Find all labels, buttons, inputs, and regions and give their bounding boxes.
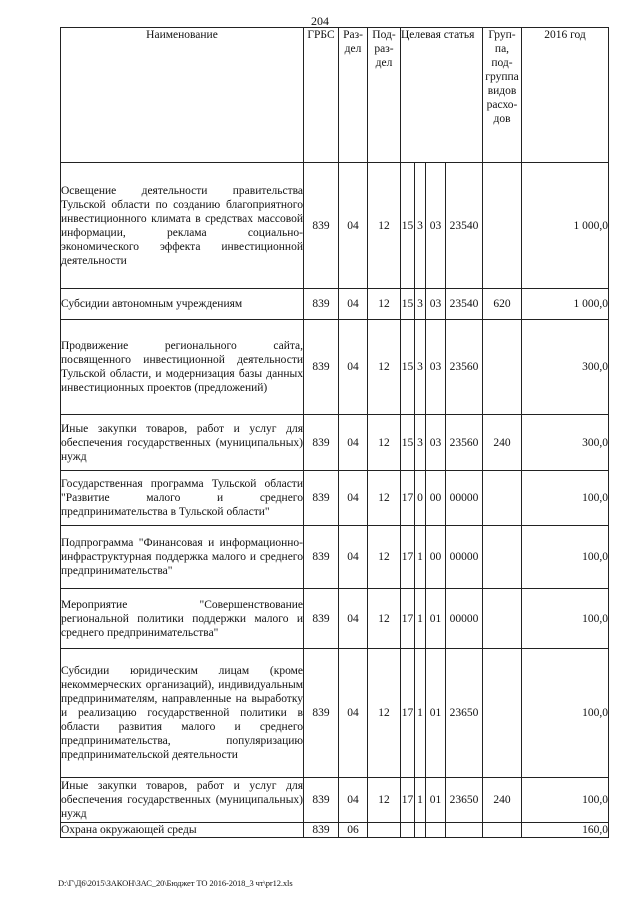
cell-name: Государственная программа Тульской области "Развитие малого и среднего предпринимательства в Тульской области" [61,471,304,526]
cell-pr: 12 [368,649,401,778]
table-row [61,289,609,320]
cell-t1: 15 [401,415,415,471]
cell-pr [368,823,401,838]
header-row [61,28,609,163]
cell-vr [483,589,522,649]
cell-amount: 1 000,0 [522,163,609,289]
cell-t1: 17 [401,649,415,778]
cell-vr [483,526,522,589]
cell-t3: 00 [426,526,446,589]
cell-t3: 03 [426,289,446,320]
cell-name: Иные закупки товаров, работ и услуг для обеспечения государственных (муниципальных) нужд [61,778,304,823]
cell-t3 [426,823,446,838]
cell-name: Продвижение регионального сайта, посвященного инвестиционной деятельности Тульской области, и модернизация базы данных инвестиционных проектов (предложений) [61,320,304,415]
cell-t2: 1 [415,778,426,823]
cell-vr [483,649,522,778]
table-row [61,163,609,289]
cell-grbs: 839 [304,778,339,823]
cell-grbs: 839 [304,823,339,838]
cell-t1: 17 [401,471,415,526]
cell-t3: 01 [426,649,446,778]
cell-t4: 23560 [446,415,483,471]
cell-t2: 1 [415,649,426,778]
cell-vr: 620 [483,289,522,320]
cell-t2: 3 [415,163,426,289]
cell-name: Подпрограмма "Финансовая и информационно-инфраструктурная поддержка малого и среднего предпринимательства" [61,526,304,589]
cell-amount: 1 000,0 [522,289,609,320]
table-row [61,823,609,838]
cell-t1 [401,823,415,838]
cell-t2 [415,823,426,838]
cell-t2: 3 [415,415,426,471]
cell-grbs: 839 [304,649,339,778]
table-row [61,589,609,649]
cell-t2: 1 [415,589,426,649]
cell-grbs: 839 [304,526,339,589]
header-target-article: Целевая статья [401,28,483,163]
cell-t2: 1 [415,526,426,589]
cell-name: Охрана окружающей среды [61,823,304,838]
cell-t3: 01 [426,778,446,823]
file-path-footer: D:\Г\Д6\2015\ЗАКОН\ЗАС_20\Бюджет ТО 2016-2018_3 чт\pr12.xls [58,878,293,888]
cell-vr [483,823,522,838]
cell-amount: 300,0 [522,320,609,415]
cell-pr: 12 [368,163,401,289]
cell-t3: 00 [426,471,446,526]
cell-rz: 04 [339,163,368,289]
table-row [61,415,609,471]
header-expense-group: Груп-па, под-группа видов расхо-дов [483,28,522,163]
cell-t3: 03 [426,415,446,471]
table-row [61,526,609,589]
cell-t4: 23540 [446,163,483,289]
cell-pr: 12 [368,778,401,823]
cell-t4: 00000 [446,589,483,649]
cell-rz: 04 [339,471,368,526]
cell-t1: 17 [401,589,415,649]
header-grbs: ГРБС [304,28,339,163]
cell-t1: 15 [401,163,415,289]
table-row [61,471,609,526]
cell-t4 [446,823,483,838]
cell-amount: 100,0 [522,471,609,526]
cell-t3: 03 [426,320,446,415]
cell-rz: 04 [339,289,368,320]
cell-t1: 15 [401,289,415,320]
cell-amount: 100,0 [522,589,609,649]
cell-t4: 00000 [446,526,483,589]
cell-rz: 04 [339,526,368,589]
cell-t1: 17 [401,526,415,589]
cell-pr: 12 [368,415,401,471]
cell-grbs: 839 [304,289,339,320]
cell-t2: 3 [415,320,426,415]
cell-t2: 0 [415,471,426,526]
header-year-2016: 2016 год [522,28,609,163]
cell-rz: 04 [339,778,368,823]
table-row [61,320,609,415]
cell-name: Субсидии автономным учреждениям [61,289,304,320]
cell-t2: 3 [415,289,426,320]
page-number: 204 [311,14,329,28]
cell-amount: 100,0 [522,649,609,778]
cell-grbs: 839 [304,415,339,471]
budget-table [60,27,609,838]
cell-amount: 300,0 [522,415,609,471]
cell-rz: 04 [339,415,368,471]
cell-grbs: 839 [304,320,339,415]
cell-t4: 23650 [446,649,483,778]
cell-grbs: 839 [304,471,339,526]
cell-pr: 12 [368,526,401,589]
cell-pr: 12 [368,320,401,415]
cell-grbs: 839 [304,589,339,649]
cell-pr: 12 [368,471,401,526]
cell-name: Мероприятие "Совершенствование региональной политики поддержки малого и среднего предпринимательства" [61,589,304,649]
cell-vr: 240 [483,778,522,823]
cell-name: Субсидии юридическим лицам (кроме некоммерческих организаций), индивидуальным предпринимателям, направленные на выработку и реализацию государственной политики в области развития малого и среднего предпринимательства, популяризацию предпринимательской деятельности [61,649,304,778]
cell-vr [483,471,522,526]
cell-amount: 160,0 [522,823,609,838]
cell-amount: 100,0 [522,526,609,589]
cell-pr: 12 [368,589,401,649]
cell-name: Иные закупки товаров, работ и услуг для обеспечения государственных (муниципальных) нужд [61,415,304,471]
cell-vr [483,163,522,289]
cell-rz: 04 [339,649,368,778]
cell-rz: 04 [339,589,368,649]
cell-t1: 17 [401,778,415,823]
cell-t4: 00000 [446,471,483,526]
cell-amount: 100,0 [522,778,609,823]
header-razdel: Раз-дел [339,28,368,163]
cell-t4: 23560 [446,320,483,415]
cell-vr: 240 [483,415,522,471]
cell-t3: 01 [426,589,446,649]
cell-t4: 23540 [446,289,483,320]
table-row [61,778,609,823]
cell-t4: 23650 [446,778,483,823]
cell-rz: 04 [339,320,368,415]
header-name: Наименование [61,28,304,163]
cell-name: Освещение деятельности правительства Тульской области по созданию благоприятного инвестиционного климата в средствах массовой информации, реклама социально-экономического эффекта инвестиционной деятельности [61,163,304,289]
table-row [61,649,609,778]
cell-rz: 06 [339,823,368,838]
header-podrazdel: Под-раз-дел [368,28,401,163]
cell-vr [483,320,522,415]
cell-pr: 12 [368,289,401,320]
cell-grbs: 839 [304,163,339,289]
cell-t3: 03 [426,163,446,289]
cell-t1: 15 [401,320,415,415]
